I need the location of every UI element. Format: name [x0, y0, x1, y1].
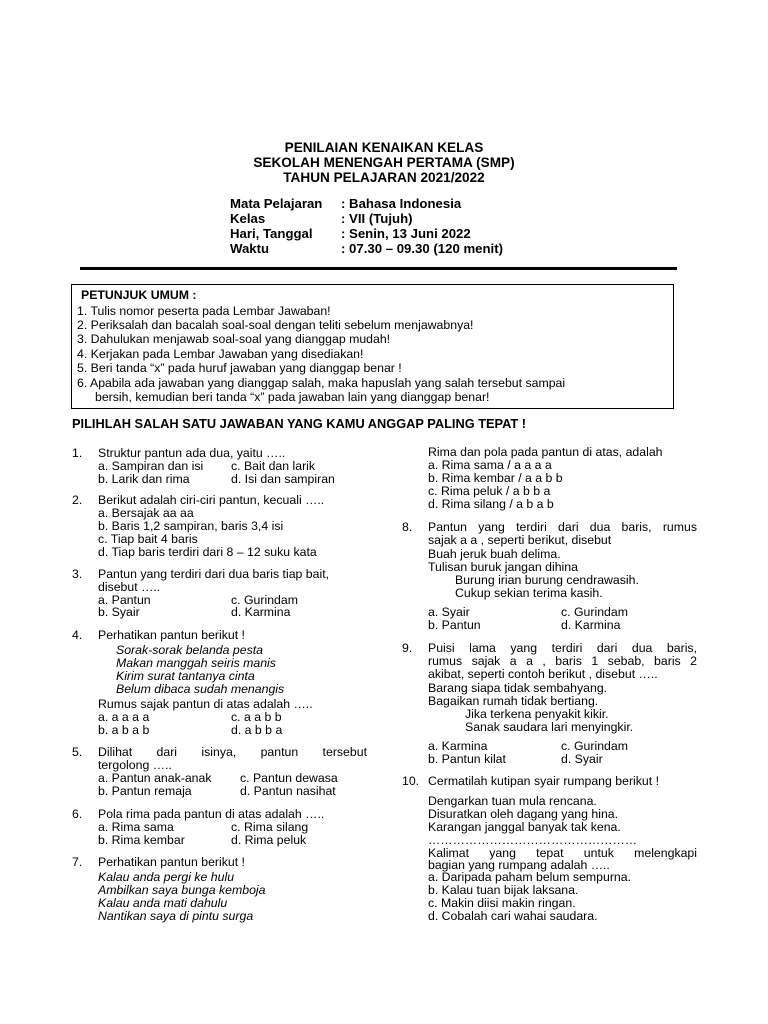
option: d. Tiap baris terdiri dari 8 – 12 suku kata — [98, 545, 317, 559]
header-divider — [80, 267, 677, 270]
school-name: SEKOLAH MENENGAH PERTAMA (SMP) — [253, 155, 515, 170]
option: c. Tiap bait 4 baris — [98, 532, 198, 546]
meta-value: : VII (Tujuh) — [341, 211, 413, 226]
option: b. Rima kembar / a a b b — [428, 471, 563, 485]
option: a. Sampiran dan isi — [98, 459, 204, 473]
option: b. Pantun remaja — [98, 784, 192, 798]
option: c. Bait dan larik — [231, 459, 316, 473]
meta-value: : Senin, 13 Juni 2022 — [341, 226, 471, 241]
option: b. Larik dan rima — [98, 472, 190, 486]
question-text: akibat, seperti contoh berikut , disebut ….. — [428, 667, 658, 681]
question-text: Cermatilah kutipan syair rumpang berikut ! — [428, 774, 660, 788]
question-text: Struktur pantun ada dua, yaitu ….. — [98, 446, 286, 460]
option: a. Daripada paham belum sempurna. — [428, 870, 632, 884]
option: a. Karmina — [428, 739, 488, 753]
question-text: Kalimat yang tepat untuk melengkapi — [428, 846, 697, 860]
question-number: 4. — [72, 628, 83, 642]
instruction-item: 5. Beri tanda “x” pada huruf jawaban yang dianggap benar ! — [77, 361, 402, 375]
poem-line: Sanak saudara lari menyingkir. — [465, 720, 634, 734]
option: d. Isi dan sampiran — [231, 472, 335, 486]
poem-line: Barang siapa tidak sembahyang. — [428, 681, 608, 695]
poem-line: Nantikan saya di pintu surga — [98, 909, 254, 923]
option: c. Gurindam — [561, 605, 628, 619]
poem-line: Belum dibaca sudah menangis — [116, 682, 285, 696]
meta-label: Waktu — [230, 241, 270, 256]
meta-value: : 07.30 – 09.30 (120 menit) — [341, 241, 504, 256]
instruction-item: bersih, kemudian beri tanda “x” pada jawaban lain yang dianggap benar! — [95, 390, 490, 404]
question-number: 1. — [72, 446, 83, 460]
question-text: disebut ….. — [98, 580, 161, 594]
question-text: rumus sajak a a , baris 1 sebab, baris 2 — [428, 654, 697, 668]
option: a. Syair — [428, 605, 470, 619]
poem-line: Sorak-sorak belanda pesta — [116, 643, 263, 657]
option: d. Karmina — [561, 618, 621, 632]
poem-line: Dengarkan tuan mula rencana. — [428, 794, 597, 808]
question-text: sajak a a , seperti berikut, disebut — [428, 533, 612, 547]
option: a. Bersajak aa aa — [98, 506, 194, 520]
option: a. a a a a — [98, 710, 150, 724]
question-text: Rima dan pola pada pantun di atas, adalah — [428, 445, 663, 459]
poem-line: Kalau anda mati dahulu — [98, 896, 228, 910]
question-number: 7. — [72, 855, 83, 869]
question-text: Pantun yang terdiri dari dua baris tiap bait, — [98, 567, 330, 581]
poem-line: Kalau anda pergi ke hulu — [98, 870, 235, 884]
meta-label: Hari, Tanggal — [230, 226, 313, 241]
poem-line: Jika terkena penyakit kikir. — [465, 707, 609, 721]
question-text: Berikut adalah ciri-ciri pantun, kecuali ….. — [98, 493, 325, 507]
poem-line: Buah jeruk buah delima. — [428, 547, 561, 561]
poem-line: Burung irian burung cendrawasih. — [455, 573, 639, 587]
question-text: Puisi lama yang terdiri dari dua baris, — [428, 641, 697, 655]
question-text: Dilihat dari isinya, pantun tersebut — [98, 745, 367, 759]
option: b. Pantun kilat — [428, 752, 506, 766]
question-text: Pantun yang terdiri dari dua baris, rumus — [428, 520, 697, 534]
option: d. Rima peluk — [231, 833, 307, 847]
school-year: TAHUN PELAJARAN 2021/2022 — [283, 170, 485, 185]
option: d. Rima silang / a b a b — [428, 497, 554, 511]
question-text: Rumus sajak pantun di atas adalah ….. — [98, 697, 313, 711]
question-number: 2. — [72, 493, 83, 507]
option: b. Rima kembar — [98, 833, 185, 847]
poem-line: Kirim surat tantanya cinta — [116, 669, 255, 683]
poem-line: Disuratkan oleh dagang yang hina. — [428, 807, 619, 821]
instruction-item: 1. Tulis nomor peserta pada Lembar Jawaban! — [77, 304, 331, 318]
option: b. a b a b — [98, 723, 150, 737]
option: c. a a b b — [231, 710, 282, 724]
poem-line: Makan manggah seiris manis — [116, 656, 276, 670]
poem-line: Karangan janggal banyak tak kena. — [428, 820, 621, 834]
instruction-item: 4. Kerjakan pada Lembar Jawaban yang disediakan! — [77, 347, 364, 361]
option: d. Karmina — [231, 605, 291, 619]
option: c. Gurindam — [561, 739, 628, 753]
poem-line: Cukup sekian terima kasih. — [455, 586, 603, 600]
question-number: 10. — [402, 774, 420, 788]
instruction-item: 2. Periksalah dan bacalah soal-soal dengan teliti sebelum menjawabnya! — [77, 318, 474, 332]
option: c. Pantun dewasa — [240, 771, 338, 785]
option: c. Gurindam — [231, 593, 298, 607]
blank-line: …………………………………………… — [428, 833, 638, 847]
option: b. Baris 1,2 sampiran, baris 3,4 isi — [98, 519, 284, 533]
instructions-title: PETUNJUK UMUM : — [81, 288, 197, 302]
instruction-item: 3. Dahulukan menjawab soal-soal yang dianggap mudah! — [77, 332, 391, 346]
question-text: Perhatikan pantun berikut ! — [98, 855, 245, 869]
option: c. Makin diisi makin ringan. — [428, 896, 576, 910]
option: c. Rima silang — [231, 820, 309, 834]
option: b. Pantun — [428, 618, 481, 632]
question-number: 3. — [72, 567, 83, 581]
question-number: 6. — [72, 807, 83, 821]
option: d. a b b a — [231, 723, 283, 737]
option: a. Pantun anak-anak — [98, 771, 212, 785]
poem-line: Bagaikan rumah tidak bertiang. — [428, 694, 599, 708]
option: c. Rima peluk / a b b a — [428, 484, 551, 498]
answer-instruction: PILIHLAH SALAH SATU JAWABAN YANG KAMU ANGGAP PALING TEPAT ! — [72, 416, 527, 431]
question-text: bagian yang rumpang adalah ….. — [428, 858, 610, 872]
question-number: 8. — [402, 520, 413, 534]
question-number: 9. — [402, 641, 413, 655]
meta-value: : Bahasa Indonesia — [341, 196, 462, 211]
exam-title: PENILAIAN KENAIKAN KELAS — [284, 140, 484, 155]
instruction-item: 6. Apabila ada jawaban yang dianggap salah, maka hapuslah yang salah tersebut sampai — [77, 376, 566, 390]
option: a. Rima sama / a a a a — [428, 458, 552, 472]
meta-label: Kelas — [230, 211, 266, 226]
option: a. Rima sama — [98, 820, 174, 834]
option: d. Syair — [561, 752, 603, 766]
question-text: Pola rima pada pantun di atas adalah ….. — [98, 807, 325, 821]
meta-label: Mata Pelajaran — [230, 196, 323, 211]
option: b. Kalau tuan bijak laksana. — [428, 883, 579, 897]
option: d. Pantun nasihat — [240, 784, 336, 798]
question-number: 5. — [72, 745, 83, 759]
poem-line: Tulisan buruk jangan dihina — [428, 560, 578, 574]
option: d. Cobalah cari wahai saudara. — [428, 909, 598, 923]
poem-line: Ambilkan saya bunga kemboja — [98, 883, 266, 897]
question-text: tergolong ….. — [98, 758, 172, 772]
question-text: Perhatikan pantun berikut ! — [98, 628, 245, 642]
option: a. Pantun — [98, 593, 151, 607]
option: b. Syair — [98, 605, 140, 619]
